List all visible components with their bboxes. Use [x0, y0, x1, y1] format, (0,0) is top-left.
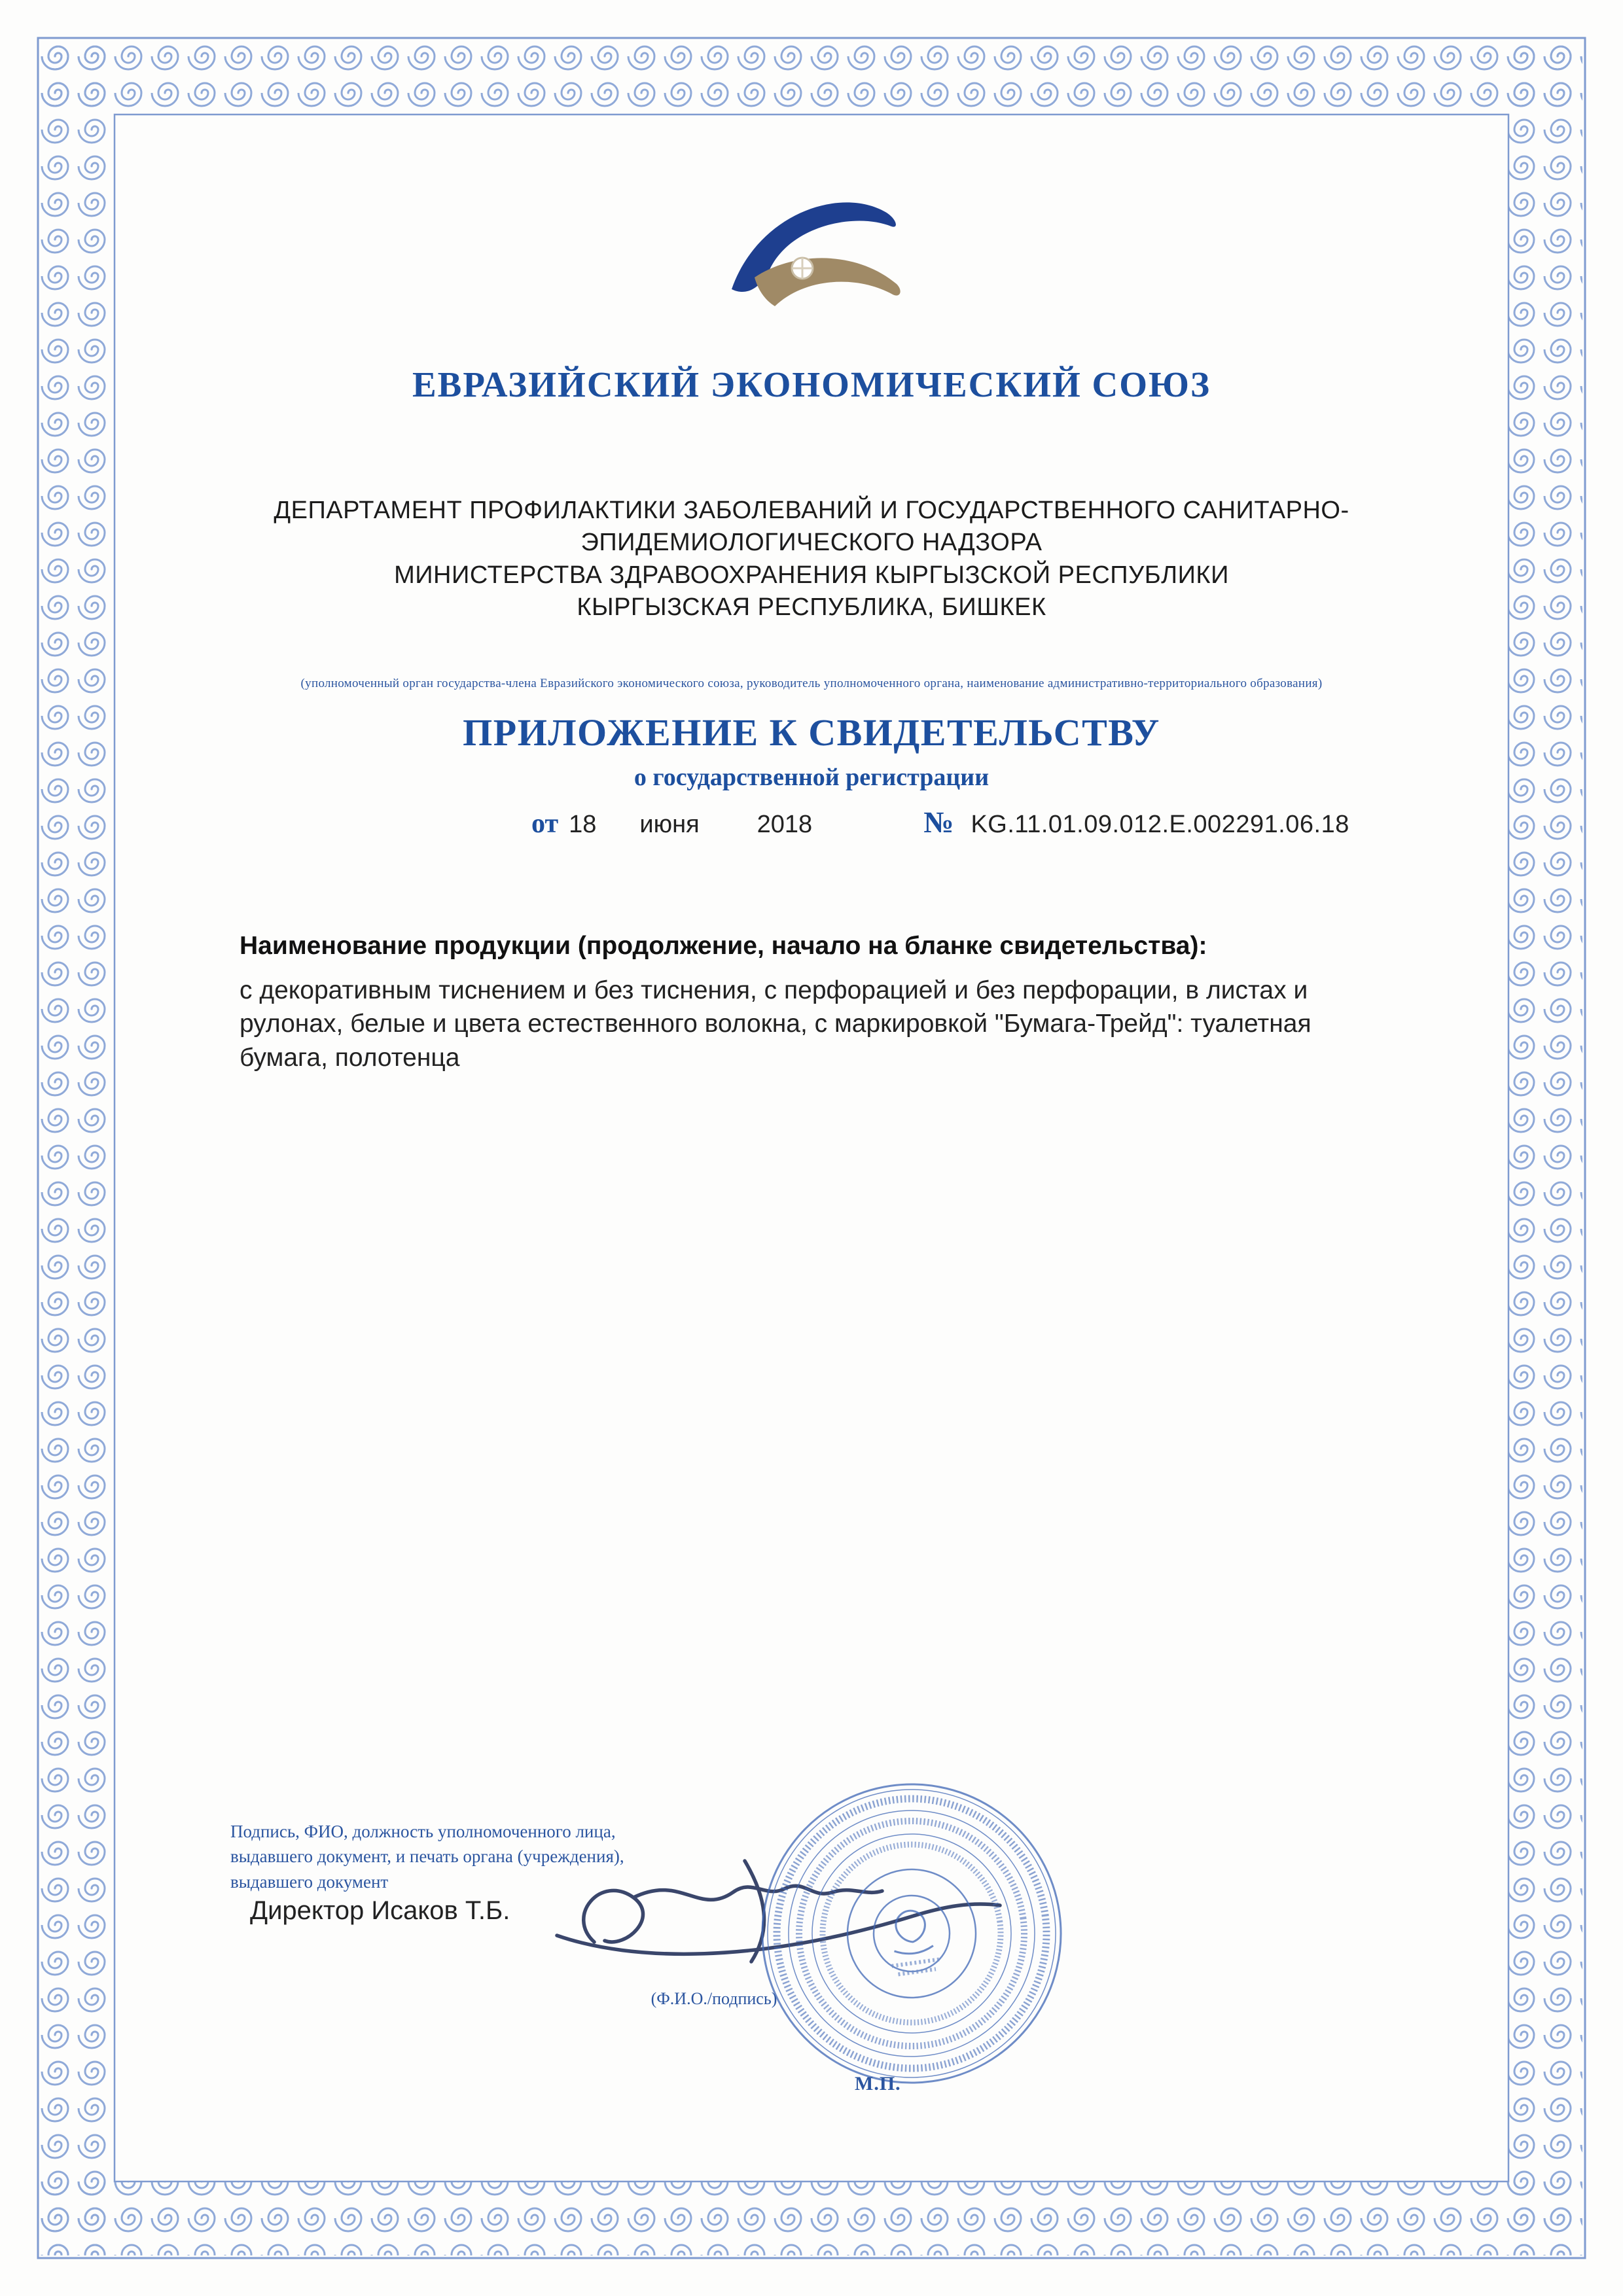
- registration-row: [531, 805, 1349, 839]
- logo-tan-swoosh: [755, 258, 901, 306]
- number-sign: №: [923, 805, 954, 839]
- issuer-line-2: ЭПИДЕМИОЛОГИЧЕСКОГО НАДЗОРА: [580, 529, 1043, 557]
- signature-note-line-2: выдавшего документ, и печать органа (учреждения),: [230, 1846, 624, 1867]
- issuer-line-3: МИНИСТЕРСТВА ЗДРАВООХРАНЕНИЯ КЫРГЫЗСКОЙ РЕСПУБЛИКИ: [394, 561, 1229, 589]
- document-subtitle: о государственной регистрации: [633, 764, 990, 791]
- issuer-footnote: (уполномоченный орган государства-члена Евразийского экономического союза, руководитель уполномоченного органа, наименование административно-территориального образования): [300, 677, 1323, 690]
- registration-year: 2018: [757, 811, 813, 838]
- product-description: с декоративным тиснением и без тиснения, с перфорацией и без перфорации, в листах и рулонах, белые и цвета естественного волокна, с маркировкой "Бумага-Трейд": туалетная бумага, полотенца: [240, 976, 1311, 1072]
- issuer-line-4: КЫРГЫЗСКАЯ РЕСПУБЛИКА, БИШКЕК: [577, 593, 1046, 622]
- seal-caption: М.П.: [855, 2073, 901, 2094]
- product-heading: Наименование продукции (продолжение, начало на бланке свидетельства):: [240, 932, 1207, 960]
- registration-day: 18: [569, 811, 597, 838]
- issuer-line-1: ДЕПАРТАМЕНТ ПРОФИЛАКТИКИ ЗАБОЛЕВАНИЙ И ГОСУДАРСТВЕННОГО САНИТАРНО-: [274, 497, 1349, 524]
- signature-note-line-1: Подпись, ФИО, должность уполномоченного лица,: [230, 1822, 616, 1841]
- issuer-block: [0, 495, 1623, 624]
- eaeu-logo-icon: [692, 178, 931, 342]
- eaeu-logo-graphic: [692, 178, 931, 342]
- document-title: ПРИЛОЖЕНИЕ К СВИДЕТЕЛЬСТВУ: [463, 711, 1160, 754]
- fio-caption: (Ф.И.О./подпись): [651, 1989, 777, 2008]
- signature-note-line-3: выдавшего документ: [230, 1871, 389, 1892]
- round-official-seal-icon: [758, 1780, 1065, 2087]
- registration-number: KG.11.01.09.012.Е.002291.06.18: [971, 811, 1349, 838]
- signer-name: Директор Исаков Т.Б.: [250, 1896, 510, 1925]
- union-title: ЕВРАЗИЙСКИЙ ЭКОНОМИЧЕСКИЙ СОЮЗ: [412, 364, 1211, 404]
- from-label: от: [531, 809, 559, 839]
- registration-month: июня: [639, 811, 700, 838]
